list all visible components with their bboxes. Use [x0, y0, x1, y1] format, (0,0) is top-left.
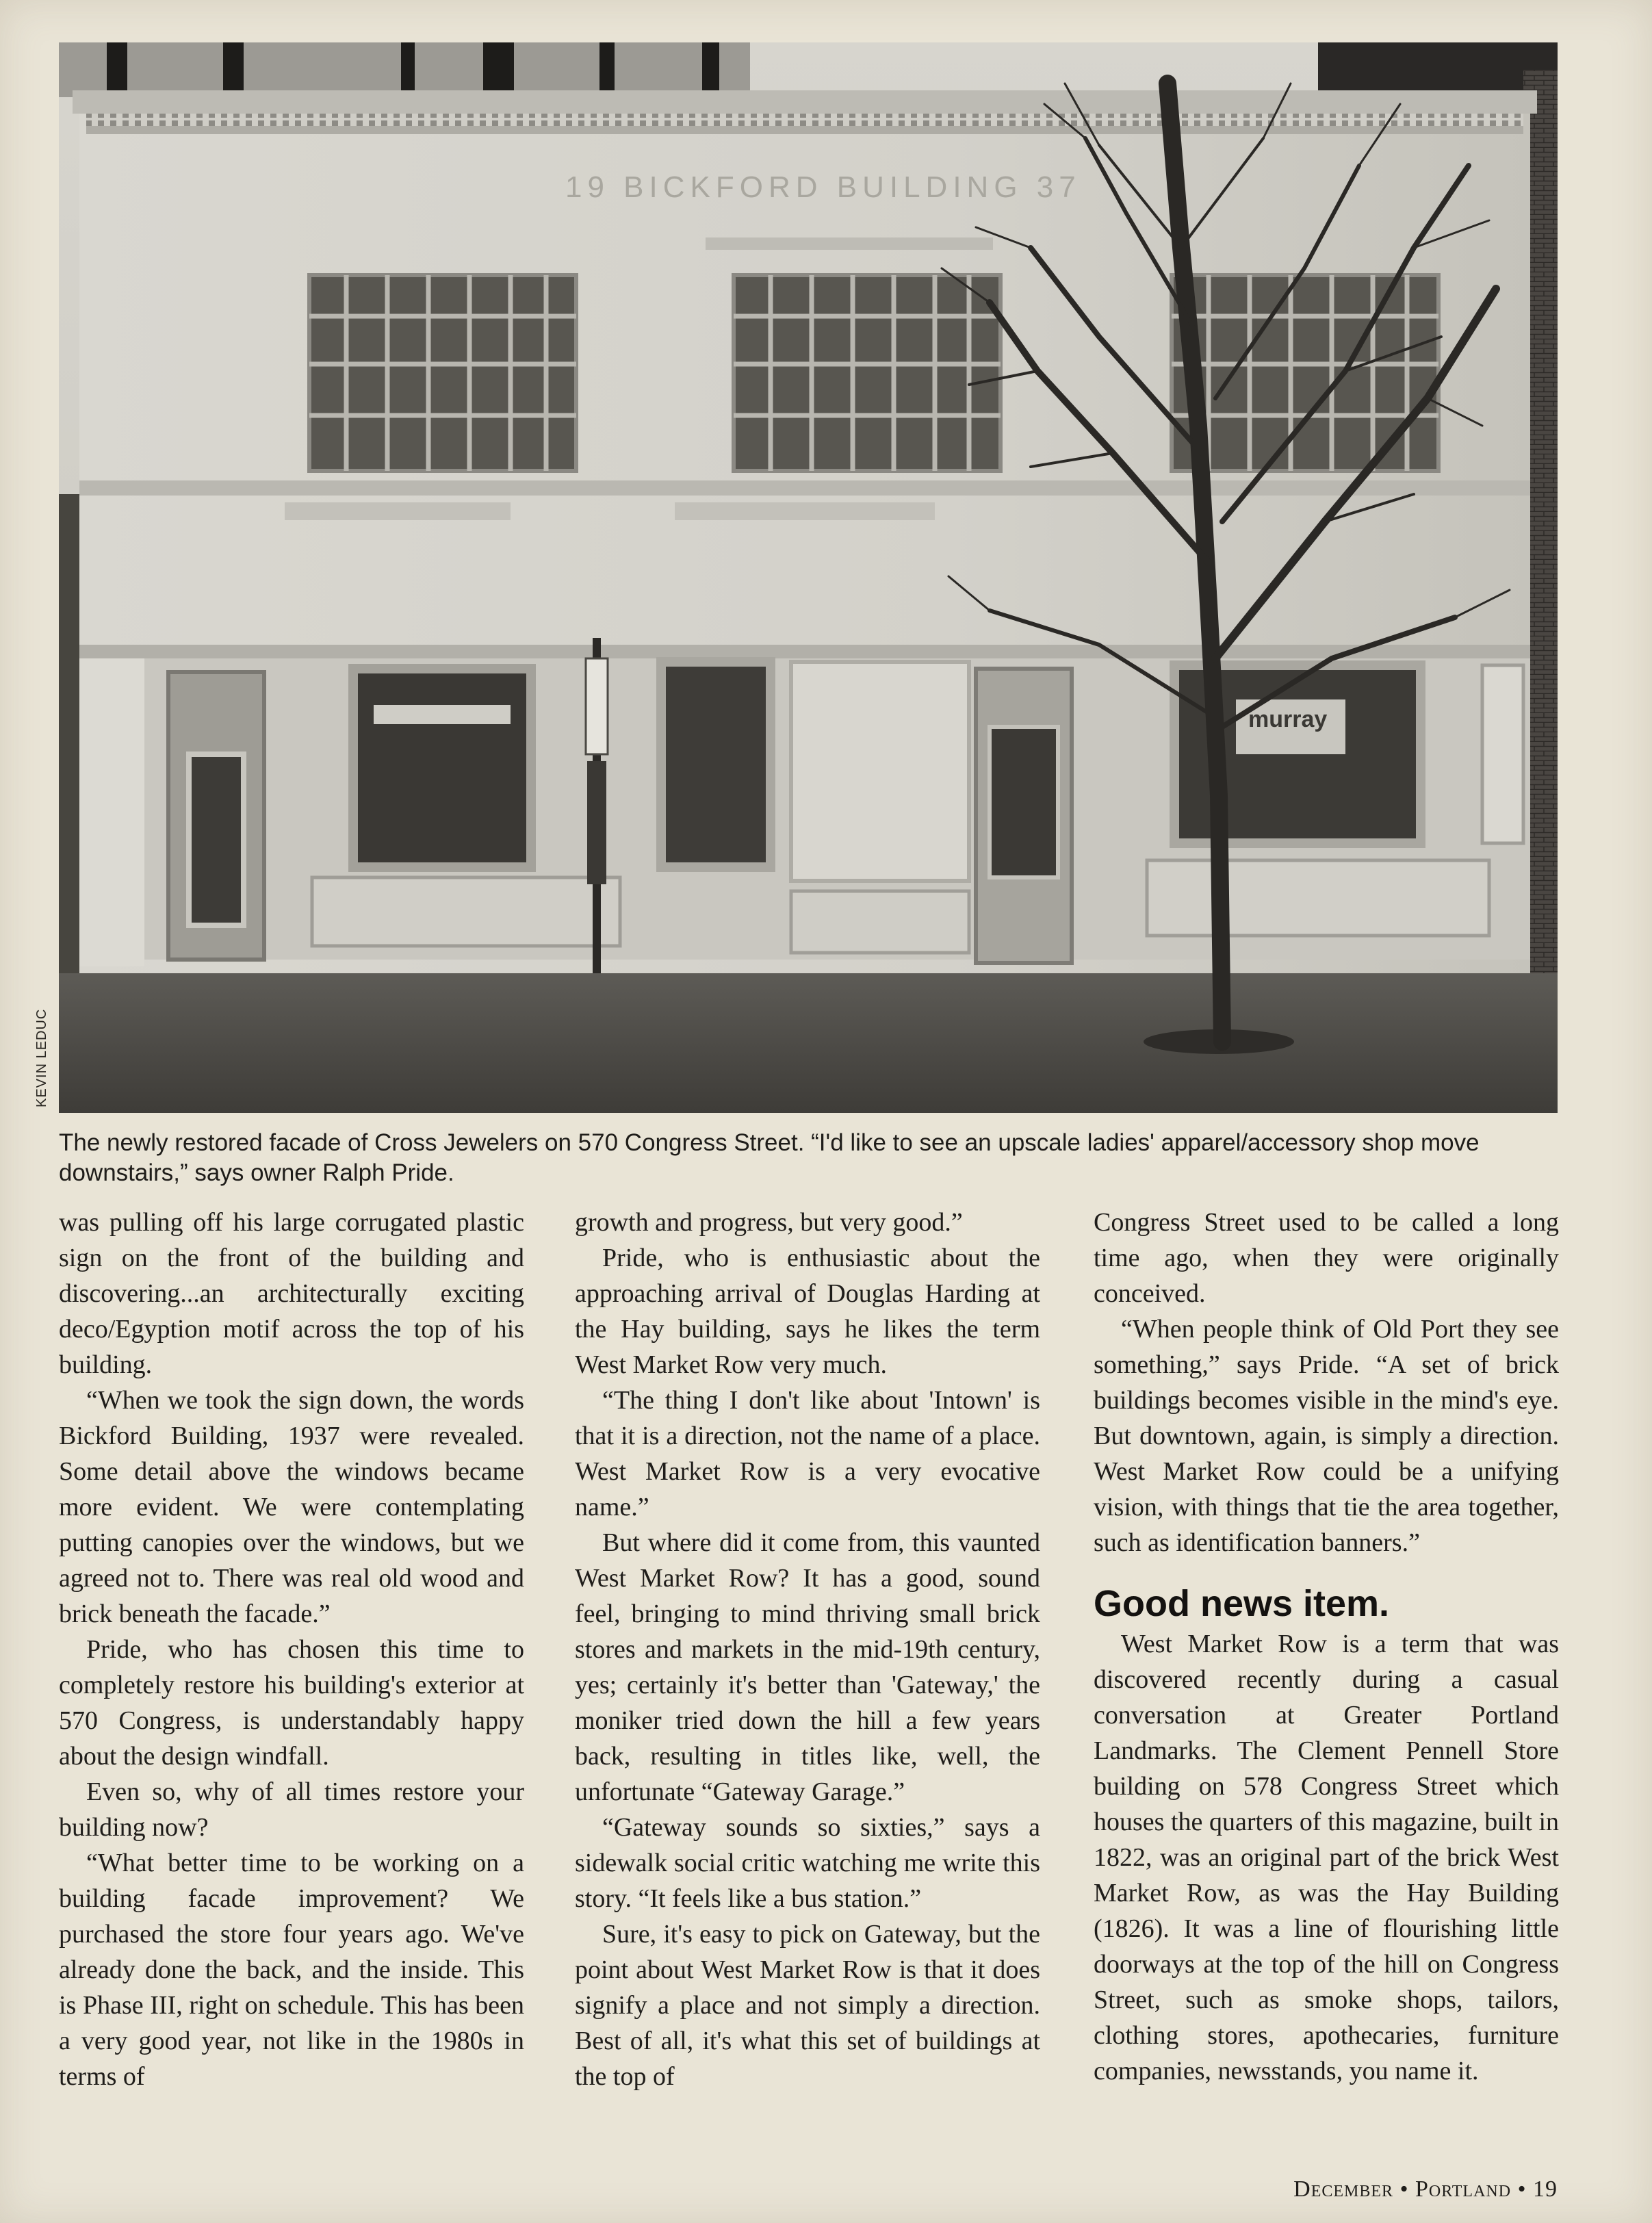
photo-caption: The newly restored facade of Cross Jewelers on 570 Congress Street. “I'd like to see an upscale ladies' apparel/accessory shop move downstairs,” says owner Ralph Pride. — [59, 1129, 1480, 1186]
paragraph: “When we took the sign down, the words Bickford Building, 1937 were revealed. Some detail above the windows became more evident. We were contemplating putting canopies over the windows, but we agreed not to. There was real old wood and brick beneath the facade.” — [59, 1386, 524, 1628]
paragraph: West Market Row is a term that was discovered recently during a casual conversation at Greater Portland Landmarks. The Clement Pennell Store building on 578 Congress Street which houses the quarters of this magazine, built in 1822, was an original part of the brick West Market Row, as was the Hay Building (1826). It was a line of flourishing little doorways at the top of the hill on Congress Street, such as smoke shops, tailors, clothing stores, apothecaries, furniture companies, newsstands, you name it. — [1094, 1630, 1559, 2085]
folio-month: December — [1293, 2176, 1394, 2202]
folio-magazine: Portland — [1415, 2176, 1512, 2202]
paragraph: was pulling off his large corrugated plastic sign on the front of the building and discovering...an architecturally exciting deco/Egyption motif across the top of his building. — [59, 1208, 524, 1379]
paragraph: Congress Street used to be called a long time ago, when they were originally conceived. — [1094, 1208, 1559, 1308]
bickford-building-sign: 19 BICKFORD BUILDING 37 — [565, 170, 1081, 204]
article-column-1 — [59, 1205, 524, 2094]
folio-separator: • — [1517, 2176, 1527, 2202]
building-facade-photo — [59, 42, 1558, 1113]
page-folio — [1293, 2176, 1558, 2202]
paragraph: “Gateway sounds so sixties,” says a sidewalk social critic watching me write this story. “It feels like a bus station.” — [575, 1813, 1040, 1913]
folio-separator: • — [1399, 2176, 1409, 2202]
paragraph: growth and progress, but very good.” — [575, 1208, 963, 1237]
paragraph: Even so, why of all times restore your building now? — [59, 1777, 524, 1842]
murray-store-sign: murray — [1248, 706, 1328, 732]
paragraph: “The thing I don't like about 'Intown' is that it is a direction, not the name of a place. West Market Row is a very evocative name.” — [575, 1386, 1040, 1521]
photo-credit: KEVIN LEDUC — [34, 1008, 49, 1107]
paragraph: Pride, who is enthusiastic about the approaching arrival of Douglas Harding at the Hay building, says he likes the term West Market Row very much. — [575, 1244, 1040, 1379]
paragraph: Pride, who has chosen this time to completely restore his building's exterior at 570 Congress, is understandably happy about the design windfall. — [59, 1635, 524, 1771]
paragraph: Sure, it's easy to pick on Gateway, but the point about West Market Row is that it does signify a place and not simply a direction. Best of all, it's what this set of buildings at the top of — [575, 1920, 1040, 2091]
paragraph: But where did it come from, this vaunted West Market Row? It has a good, sound feel, bringing to mind thriving small brick stores and markets in the mid-19th century, yes; certainly it's better than 'Gateway,' the moniker tried down the hill a few years back, resulting in titles like, well, the unfortunate “Gateway Garage.” — [575, 1528, 1040, 1806]
article-column-3 — [1094, 1205, 1559, 2089]
paragraph: “What better time to be working on a building facade improvement? We purchased the store four years ago. We've already done the back, and the inside. This is Phase III, right on schedule. This has been a very good year, not like in the 1980s in terms of — [59, 1849, 524, 2091]
article-column-2 — [575, 1205, 1040, 2094]
paragraph: “When people think of Old Port they see something,” says Pride. “A set of brick buildings becomes visible in the mind's eye. But downtown, again, is simply a direction. West Market Row could be a unifying vision, with things that tie the area together, such as identification banners.” — [1094, 1315, 1559, 1557]
folio-page-number: 19 — [1533, 2176, 1558, 2202]
section-subhead: Good news item. — [1094, 1583, 1390, 1624]
